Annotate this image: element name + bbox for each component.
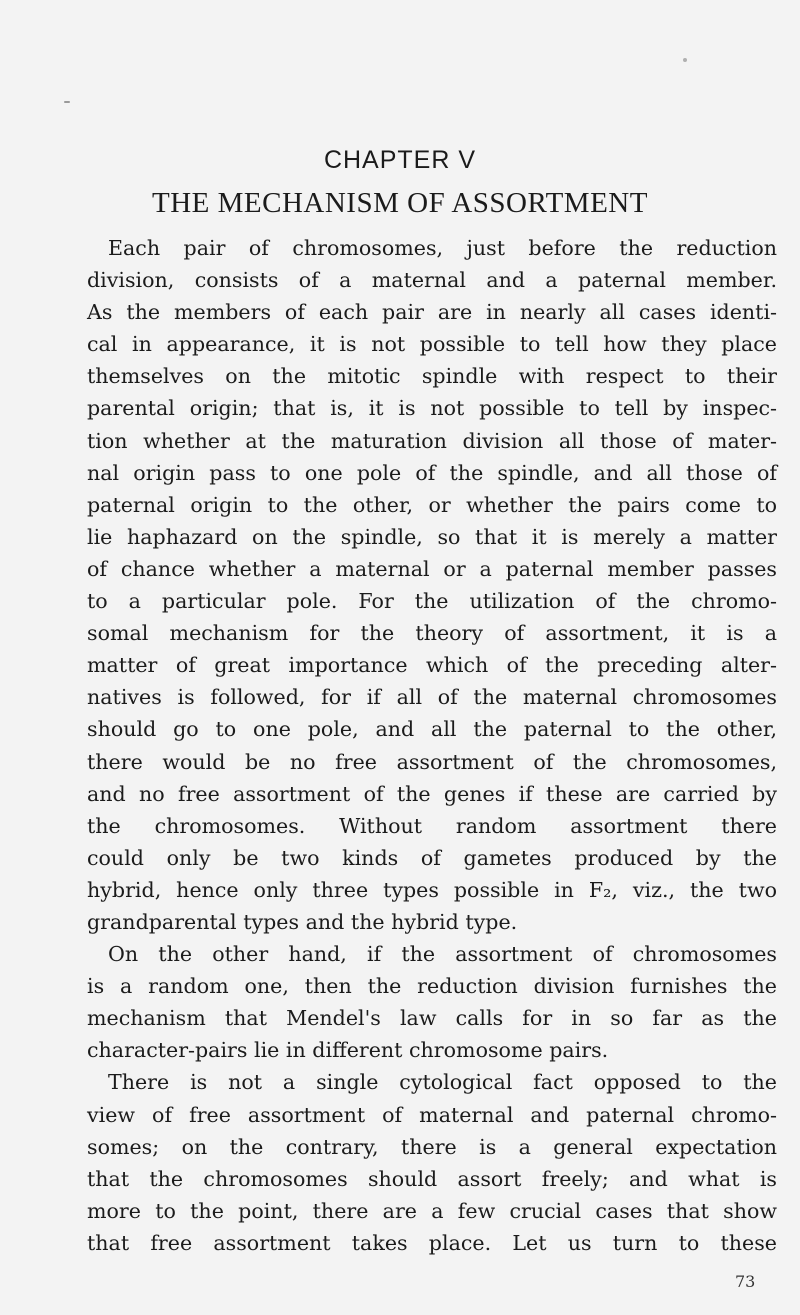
text-line: mechanism that Mendel's law calls for in so far as the [87,1006,777,1031]
text-line: grandparental types and the hybrid type. [87,909,518,934]
text-line: that the chromosomes should assort freely; and what is [87,1166,777,1191]
text-line: matter of great importance which of the preceding alter- [87,653,777,678]
text-line: that free assortment takes place. Let us turn to these [87,1230,777,1255]
text-line: tion whether at the maturation division all those of mater- [87,428,777,453]
text-line: is a random one, then the reduction division furnishes the [87,974,777,999]
text-line: to a particular pole. For the utilization of the chromo- [87,589,777,614]
text-line: character-pairs lie in different chromosome pairs. [87,1038,609,1063]
paragraph-1 [87,232,777,938]
text-line: somes; on the contrary, there is a general expectation [87,1134,777,1159]
text-line: There is not a single cytological fact opposed to the [108,1070,777,1095]
text-line: Each pair of chromosomes, just before the reduction [108,236,777,260]
text-line: division, consists of a maternal and a paternal member. [87,268,777,293]
text-line: lie haphazard on the spindle, so that it is merely a matter [87,524,777,549]
text-line: paternal origin to the other, or whether the pairs come to [87,492,777,517]
text-line: more to the point, there are a few crucial cases that show [87,1198,777,1223]
text-line: nal origin pass to one pole of the spindle, and all those of [87,460,777,485]
chapter-title: THE MECHANISM OF ASSORTMENT [152,187,648,219]
text-line: view of free assortment of maternal and paternal chromo- [87,1102,777,1127]
paragraph-3 [87,1066,777,1259]
print-mark [683,58,687,62]
text-line: cal in appearance, it is not possible to tell how they place [87,332,777,357]
text-line: natives is followed, for if all of the maternal chromosomes [87,685,777,710]
text-line: the chromosomes. Without random assortment there [87,813,777,838]
text-line: of chance whether a maternal or a paternal member passes [87,556,777,581]
text-line: could only be two kinds of gametes produced by the [87,845,777,870]
page-number: 73 [735,1272,756,1291]
text-line: hybrid, hence only three types possible in F₂, viz., the two [87,877,777,902]
text-line: should go to one pole, and all the paternal to the other, [87,717,777,742]
text-line: there would be no free assortment of the chromosomes, [87,749,777,774]
text-line: On the other hand, if the assortment of chromosomes [108,942,777,967]
text-line: parental origin; that is, it is not possible to tell by inspec- [87,396,777,421]
paragraph-2 [87,938,777,1066]
text-line: and no free assortment of the genes if these are carried by [87,781,777,806]
body-text [87,232,777,1259]
text-line: themselves on the mitotic spindle with respect to their [87,364,777,389]
text-line: As the members of each pair are in nearly all cases identi- [87,300,777,325]
print-mark [64,101,70,103]
chapter-label: CHAPTER V [323,146,477,174]
text-line: somal mechanism for the theory of assortment, it is a [87,621,777,646]
